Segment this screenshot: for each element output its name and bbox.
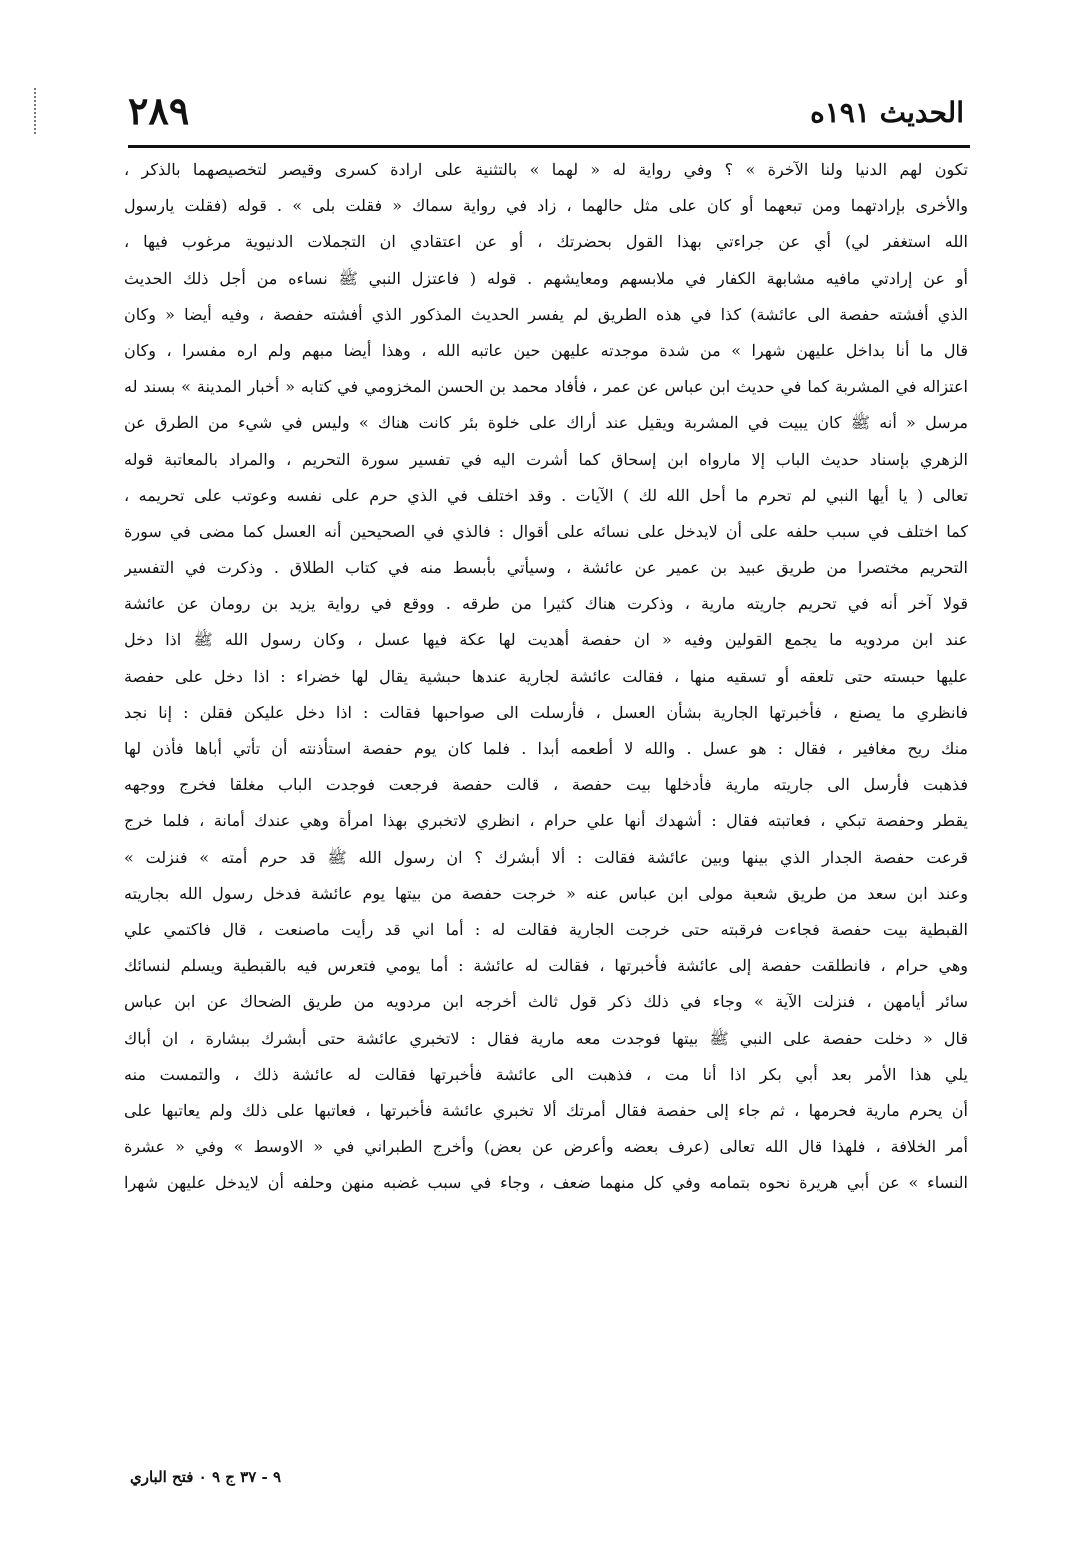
text-line: أن يحرم مارية فحرمها ، ثم جاء إلى حفصة فقال أمرتك ألا تخبري عائشة فأخبرتها ، فعاتبها على ذلك ولم يعاتبها على xyxy=(124,1100,968,1120)
text-line: قرعت حفصة الجدار الذي بينها وبين عائشة فقالت : ألا أبشرك ؟ ان رسول الله ﷺ قد حرم أمته » فنزلت » xyxy=(124,847,968,867)
page-header xyxy=(128,88,964,144)
text-line: التحريم مختصرا من طريق عبيد بن عمير عن عائشة ، وسيأتي بأبسط منه في كتاب الطلاق . وذكرت في التفسير xyxy=(124,558,968,578)
text-line: النساء » عن أبي هريرة نحوه بتمامه وفي كل منهما ضعف ، وجاء في سبب غضبه منهن وحلفه أن لايدخل عليهن شهرا xyxy=(124,1173,968,1193)
text-line: أمر الخلافة ، فلهذا قال الله تعالى (عرف بعضه وأعرض عن بعض) وأخرج الطبراني في « الاوسط » وفي « عشرة xyxy=(124,1137,968,1157)
page-footer: ٩ - ٣٧ ج ٩ ٠ فتح الباري xyxy=(130,1468,282,1486)
text-line: عليها حبسته حتى تلعقه أو تسقيه منها ، فقالت عائشة لجارية عندها حبشية يقال لها خضراء : اذا دخل على حفصة xyxy=(124,666,968,686)
text-line: فانظري ما يصنع ، فأخبرتها الجارية بشأن العسل ، فأرسلت الى صواحبها فقالت : اذا دخل عليكن فقلن : إنا نجد xyxy=(124,702,968,722)
text-line: قال ما أنا بداخل عليهن شهرا » من شدة موجدته عليهن حين عاتبه الله ، وهذا أيضا مبهم ولم اره مفسرا ، وكان xyxy=(124,340,968,360)
text-line: يلي هذا الأمر بعد أبي بكر اذا أنا مت ، فذهبت الى عائشة فأخبرتها فقالت له عائشة ذلك ، والتمست منه xyxy=(124,1064,968,1084)
text-line: القبطية بيت حفصة فجاءت فرقبته حتى خرجت الجارية فقالت له : أما اني قد رأيت ماصنعت ، قال فاكتمي علي xyxy=(124,919,968,939)
text-line: قال « دخلت حفصة على النبي ﷺ بيتها فوجدت معه مارية فقال : لاتخبري عائشة حتى أبشرك ببشارة ، ان أباك xyxy=(124,1028,968,1048)
text-line: يقطر وحفصة تبكي ، فعاتبته فقال : أشهدك أنها علي حرام ، انظري لاتخبري بهذا امرأة وهي عندك أمانة ، فلما خرج xyxy=(124,811,968,831)
text-line: كما اختلف في سبب حلفه على أن لايدخل على نسائه على أقوال : فالذي في الصحيحين أنه العسل كما مضى في سورة xyxy=(124,521,968,541)
text-line: تكون لهم الدنيا ولنا الآخرة » ؟ وفي رواية له « لهما » بالتثنية على ارادة كسرى وقيصر لتخصيصهما بالذكر ، xyxy=(124,160,968,179)
text-line: الذي أفشته حفصة الى عائشة) كذا في هذه الطريق لم يفسر الحديث المذكور الذي أفشته حفصة ، وفيه أيضا « وكان xyxy=(124,304,968,324)
text-line: تعالى ( يا أيها النبي لم تحرم ما أحل الله لك ) الآيات . وقد اختلف في الذي حرم على نفسه وعوتب على تحريمه ، xyxy=(124,485,968,505)
text-line: والأخرى بإرادتهما ومن تبعهما أو كان على مثل حالهما ، زاد في رواية سماك « فقلت بلى » . قوله (فقلت يارسول xyxy=(124,196,968,216)
header-rule xyxy=(128,145,970,148)
page-number: ٢٨٩ xyxy=(128,88,190,133)
text-line: الزهري بإسناد حديث الباب إلا مارواه ابن إسحاق كما أشرت اليه في تفسير سورة التحريم ، والمراد بالمعاتبة قوله xyxy=(124,449,968,469)
text-line: وعند ابن سعد من طريق شعبة مولى ابن عباس عنه « خرجت حفصة من بيتها يوم عائشة فدخل رسول الله بجاريته xyxy=(124,883,968,903)
body-text xyxy=(124,152,968,1201)
text-line: فذهبت فأرسل الى جاريته مارية فأدخلها بيت حفصة ، قالت حفصة فرجعت فوجدت الباب مغلقا فخرج ووجهه xyxy=(124,775,968,795)
text-line: منك ريح مغافير ، فقال : هو عسل . والله لا أطعمه أبدا . فلما كان يوم حفصة استأذنته أن تأتي أباها فأذن لها xyxy=(124,739,968,758)
text-line: مرسل « أنه ﷺ كان يبيت في المشربة ويقيل عند أراك على خلوة بئر كانت هناك » وليس في شيء من الطرق عن xyxy=(124,413,968,433)
text-line: أو عن إرادتي مافيه مشابهة الكفار في ملابسهم ومعايشهم . قوله ( فاعتزل النبي ﷺ نساءه من أجل ذلك الحديث xyxy=(124,268,968,288)
text-line: الله استغفر لي) أي عن جراءتي بهذا القول بحضرتك ، أو عن اعتقادي ان التجملات الدنيوية مرغوب فيها ، xyxy=(124,232,968,252)
text-line: سائر أيامهن ، فنزلت الآية » وجاء في ذلك ذكر قول ثالث أخرجه ابن مردويه من طريق الضحاك عن ابن عباس xyxy=(124,992,968,1012)
text-line: وهي حرام ، فانطلقت حفصة إلى عائشة فأخبرتها ، فقالت له عائشة : أما يومي فتعرس فيه بالقبطية ويسلم لنسائك xyxy=(124,956,968,976)
text-line: اعتزاله في المشربة كما في حديث ابن عباس عن عمر ، فأفاد محمد بن الحسن المخزومي في كتابه « أخبار المدينة » بسند له xyxy=(124,377,968,397)
text-line: قولا آخر أنه في تحريم جاريته مارية ، وذكرت هناك كثيرا من طرقه . ووقع في رواية يزيد بن رومان عن عائشة xyxy=(124,594,968,614)
text-line: عند ابن مردويه ما يجمع القولين وفيه « ان حفصة أهديت لها عكة فيها عسل ، وكان رسول الله ﷺ اذا دخل xyxy=(124,630,968,650)
margin-mark xyxy=(34,88,38,134)
running-title: الحديث ١٩١ه xyxy=(810,96,964,129)
